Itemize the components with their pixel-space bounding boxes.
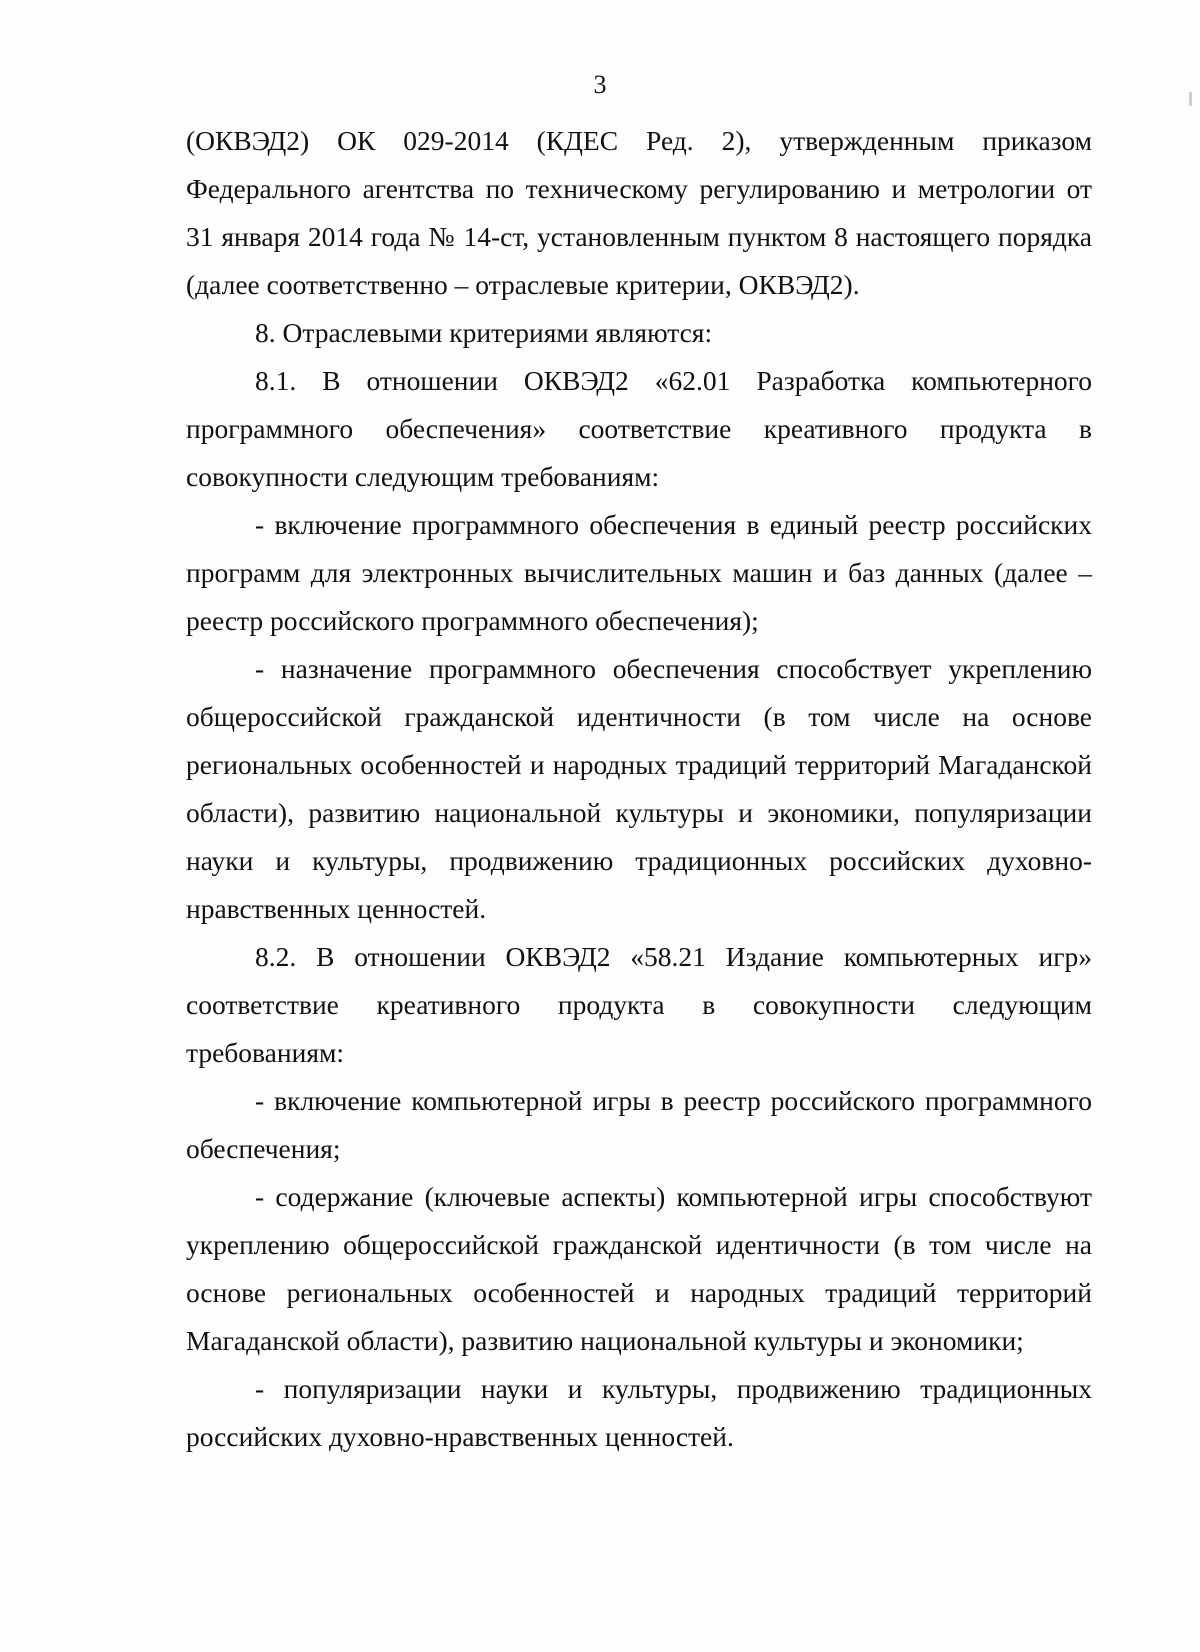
list-item-software-registry: - включение программного обеспечения в единый реестр российских программ для электронных вычислительных машин и баз данных (далее – реестр российского программного обеспечения); xyxy=(186,509,1092,636)
scan-artifact-mark xyxy=(1189,92,1192,106)
page-number: 3 xyxy=(593,70,607,99)
paragraph-section-8-2: 8.2. В отношении ОКВЭД2 «58.21 Издание компьютерных игр» соответствие креативного продукта в совокупности следующим требованиям: xyxy=(186,941,1092,1068)
list-item-software-purpose: - назначение программного обеспечения способствует укреплению общероссийской гражданской идентичности (в том числе на основе региональных особенностей и народных традиций территорий Магаданской области), развитию национальной культуры и экономики, популяризации науки и культуры, продвижению традиционных российских духовно-нравственных ценностей. xyxy=(186,653,1092,924)
list-item-game-registry: - включение компьютерной игры в реестр российского программного обеспечения; xyxy=(186,1085,1092,1164)
list-item-game-content: - содержание (ключевые аспекты) компьютерной игры способствуют укреплению общероссийской гражданской идентичности (в том числе на основе региональных особенностей и народных традиций территорий Магаданской области), развитию национальной культуры и экономики; xyxy=(186,1181,1092,1356)
paragraph-section-8-heading: 8. Отраслевыми критериями являются: xyxy=(255,317,713,348)
list-item-science-culture: - популяризации науки и культуры, продвижению традиционных российских духовно-нравственных ценностей. xyxy=(186,1373,1092,1452)
paragraph-okved-reference: (ОКВЭД2) ОК 029-2014 (КДЕС Ред. 2), утвержденным приказом Федерального агентства по техническому регулированию и метрологии от 31 января 2014 года № 14-ст, установленным пунктом 8 настоящего порядка (далее соответственно – отраслевые критерии, ОКВЭД2). xyxy=(186,125,1092,300)
paragraph-section-8-1: 8.1. В отношении ОКВЭД2 «62.01 Разработка компьютерного программного обеспечения» соответствие креативного продукта в совокупности следующим требованиям: xyxy=(186,365,1092,492)
document-body xyxy=(186,117,1092,1461)
